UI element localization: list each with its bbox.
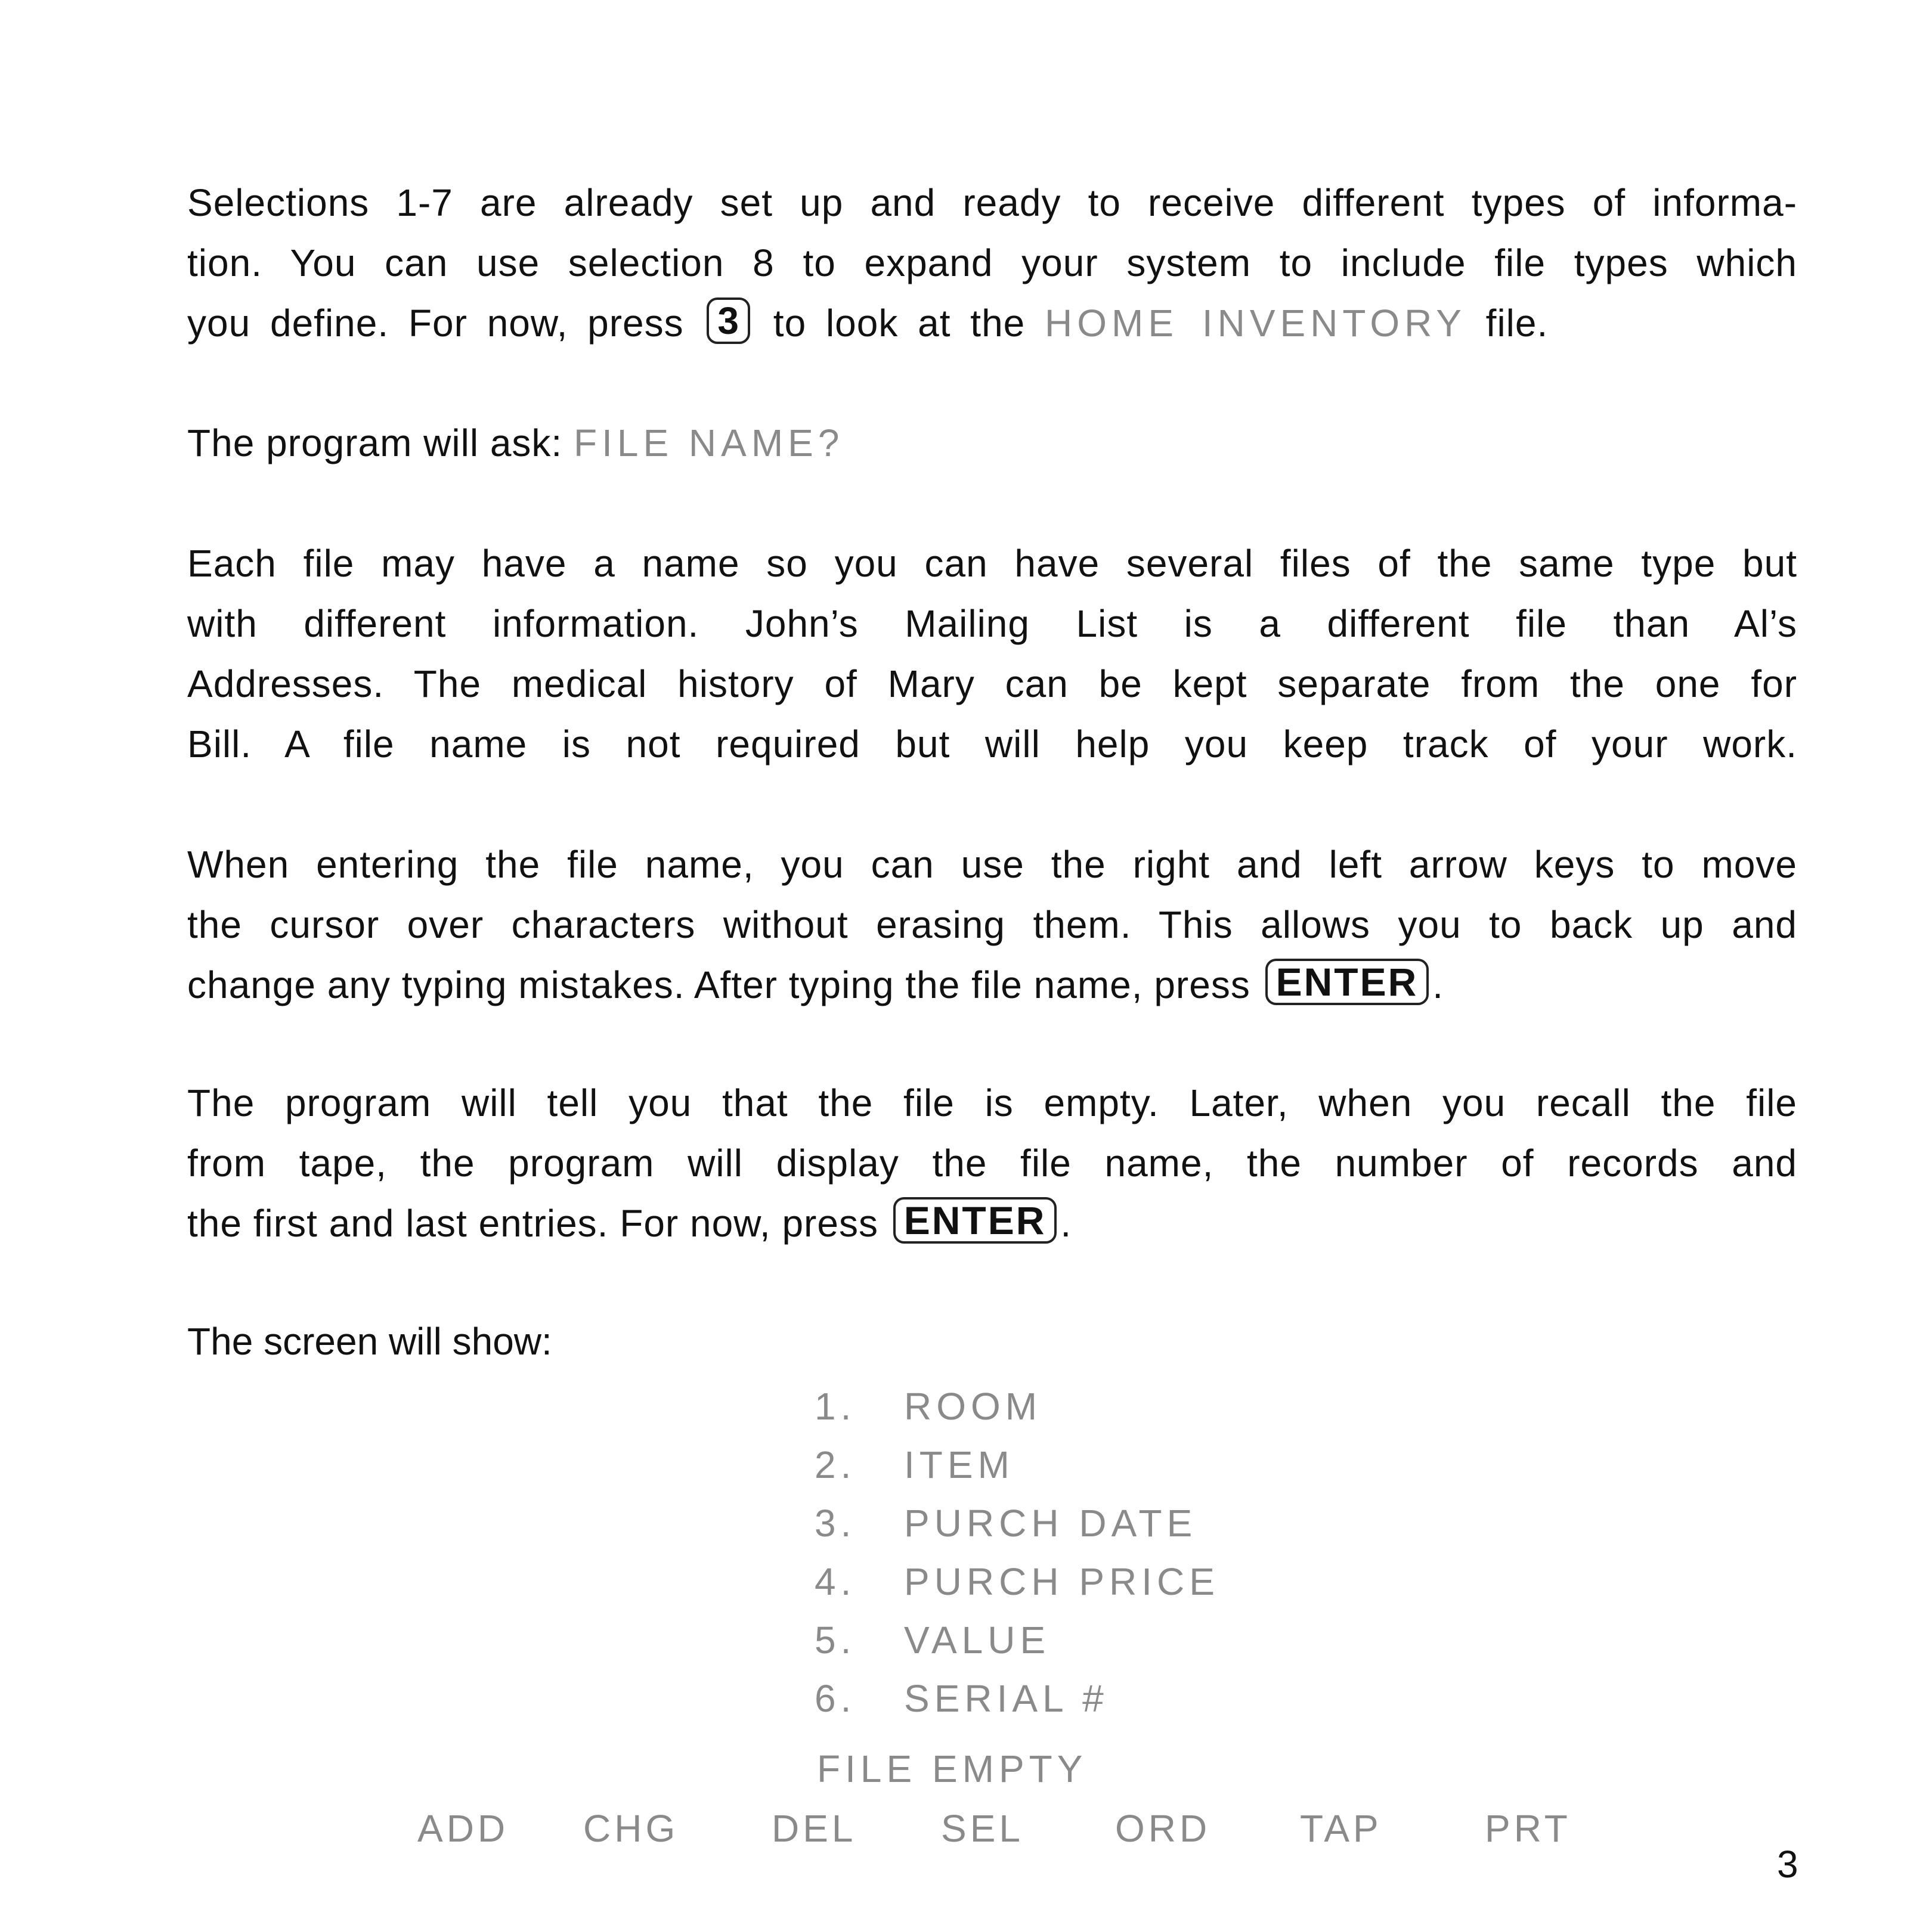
- field-label: PURCH DATE: [904, 1502, 1197, 1545]
- command-tap: TAP: [1300, 1807, 1382, 1850]
- paragraph-selections: [187, 173, 1797, 354]
- text-segment: .: [1432, 963, 1444, 1006]
- screen-field-row: [815, 1377, 1219, 1436]
- file-status: FILE EMPTY: [817, 1747, 1088, 1790]
- field-number: 6.: [815, 1677, 856, 1720]
- screen-text-home-inventory: HOME INVENTORY: [1045, 302, 1466, 345]
- page-number: 3: [1777, 1843, 1798, 1886]
- paragraph-file-names: [187, 534, 1797, 774]
- key-3-icon: 3: [707, 297, 750, 344]
- text-line: [187, 293, 1797, 354]
- field-number: 1.: [815, 1385, 856, 1428]
- text-line: [187, 1194, 1797, 1254]
- text-line: tion. You can use selection 8 to expand your system to include file types which: [187, 241, 1797, 284]
- text-line: The program will tell you that the file is empty. Later, when you recall the file: [187, 1081, 1797, 1124]
- paragraph-file-empty: [187, 1073, 1797, 1254]
- screen-text-file-name: FILE NAME?: [573, 421, 844, 464]
- field-label: PURCH PRICE: [904, 1560, 1219, 1603]
- screen-heading: The screen will show:: [187, 1320, 552, 1363]
- text-line: Addresses. The medical history of Mary can be kept separate from the one for: [187, 662, 1797, 705]
- screen-field-list: [815, 1377, 1219, 1728]
- text-line: Each file may have a name so you can have several files of the same type but: [187, 542, 1797, 585]
- text-segment: .: [1060, 1202, 1072, 1245]
- enter-key-icon: ENTER: [893, 1197, 1057, 1244]
- text-line: [187, 413, 1797, 473]
- enter-key-icon: ENTER: [1265, 959, 1429, 1005]
- text-segment: to look at the: [773, 302, 1026, 345]
- text-line: with different information. John’s Mailing List is a different file than Al’s: [187, 602, 1797, 645]
- text-segment: The program will ask:: [187, 421, 563, 464]
- text-line: Selections 1-7 are already set up and ready to receive different types of informa-: [187, 181, 1797, 224]
- field-number: 3.: [815, 1502, 856, 1545]
- text-segment: file.: [1485, 302, 1549, 345]
- text-line: the cursor over characters without erasing them. This allows you to back up and: [187, 903, 1797, 946]
- command-prt: PRT: [1485, 1807, 1571, 1850]
- paragraph-file-name-prompt: [187, 413, 1797, 473]
- paragraph-entering-file-name: [187, 835, 1797, 1015]
- screen-field-row: [815, 1436, 1219, 1494]
- field-label: SERIAL #: [904, 1677, 1109, 1720]
- field-label: VALUE: [904, 1619, 1051, 1662]
- field-label: ROOM: [904, 1385, 1042, 1428]
- field-label: ITEM: [904, 1443, 1014, 1486]
- field-number: 5.: [815, 1619, 856, 1662]
- screen-field-row: [815, 1494, 1219, 1552]
- text-segment: change any typing mistakes. After typing the file name, press: [187, 963, 1250, 1006]
- text-line: from tape, the program will display the file name, the number of records and: [187, 1142, 1797, 1185]
- field-number: 4.: [815, 1560, 856, 1603]
- command-add: ADD: [417, 1807, 509, 1850]
- text-line: When entering the file name, you can use the right and left arrow keys to move: [187, 843, 1797, 886]
- command-ord: ORD: [1115, 1807, 1211, 1850]
- screen-field-row: [815, 1669, 1219, 1728]
- text-segment: the first and last entries. For now, press: [187, 1202, 878, 1245]
- command-del: DEL: [772, 1807, 857, 1850]
- screen-field-row: [815, 1552, 1219, 1611]
- text-line: [187, 955, 1797, 1015]
- command-chg: CHG: [583, 1807, 679, 1850]
- text-segment: you define. For now, press: [187, 302, 684, 345]
- screen-field-row: [815, 1611, 1219, 1669]
- field-number: 2.: [815, 1443, 856, 1486]
- text-line: Bill. A file name is not required but will help you keep track of your work.: [187, 723, 1797, 765]
- command-sel: SEL: [941, 1807, 1024, 1850]
